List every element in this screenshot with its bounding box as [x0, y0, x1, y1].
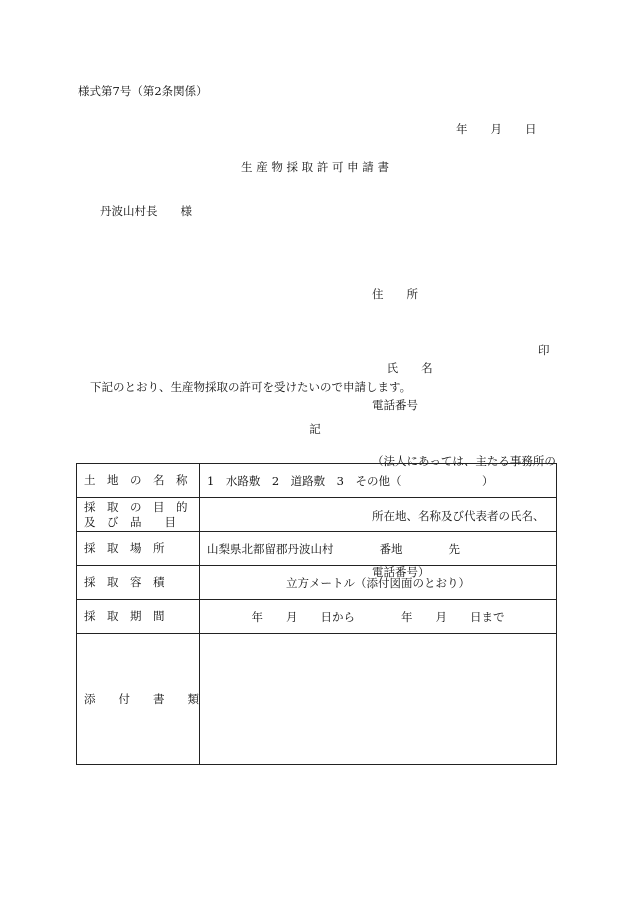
applicant-address-label: 住 所: [372, 287, 418, 301]
form-number: 様式第7号（第2条関係）: [78, 84, 208, 98]
details-table: [76, 463, 557, 765]
place-label: 採 取 場 所: [77, 532, 200, 566]
document-title: 生 産 物 採 取 許 可 申 請 書: [241, 160, 389, 174]
table-row-volume: [77, 566, 557, 600]
applicant-note-line-3: 電話番号）: [372, 564, 430, 579]
place-value[interactable]: 山梨県北都留郡丹波山村 番地 先: [200, 532, 557, 566]
attachments-value[interactable]: [200, 634, 557, 765]
applicant-note-line-1: （法人にあっては、主たる事務所の: [372, 453, 556, 468]
applicant-name-label: 氏 名: [386, 361, 433, 375]
date-line: 年 月 日: [456, 122, 537, 136]
addressee: 丹波山村長 様: [100, 204, 192, 218]
request-statement: 下記のとおり、生産物採取の許可を受けたいので申請します。: [90, 380, 412, 394]
land-name-label: 土 地 の 名 称: [77, 464, 200, 498]
ki-heading: 記: [309, 422, 321, 436]
period-label: 採 取 期 間: [77, 600, 200, 634]
land-name-value[interactable]: 1 水路敷 2 道路敷 3 その他（ ）: [200, 464, 557, 498]
seal-mark: 印: [538, 342, 550, 357]
table-row-period: [77, 600, 557, 634]
purpose-label: [77, 498, 200, 532]
table-row-purpose: [77, 498, 557, 532]
applicant-phone-label: 電話番号: [372, 398, 418, 412]
applicant-name-row: [372, 341, 556, 375]
purpose-value[interactable]: [200, 498, 557, 532]
purpose-label-line-1: 採 取 の 目 的: [84, 499, 188, 514]
table-row-place: [77, 532, 557, 566]
volume-label: 採 取 容 積: [77, 566, 200, 600]
table-row-land: [77, 464, 557, 498]
volume-value[interactable]: 立方メートル（添付図面のとおり）: [200, 566, 557, 600]
table-row-attachments: [77, 634, 557, 765]
attachments-label: 添 付 書 類: [77, 634, 200, 765]
period-value[interactable]: 年 月 日から 年 月 日まで: [200, 600, 557, 634]
applicant-note-line-2: 所在地、名称及び代表者の氏名、: [372, 509, 545, 523]
purpose-label-line-2: 及 び 品 目: [84, 514, 176, 529]
